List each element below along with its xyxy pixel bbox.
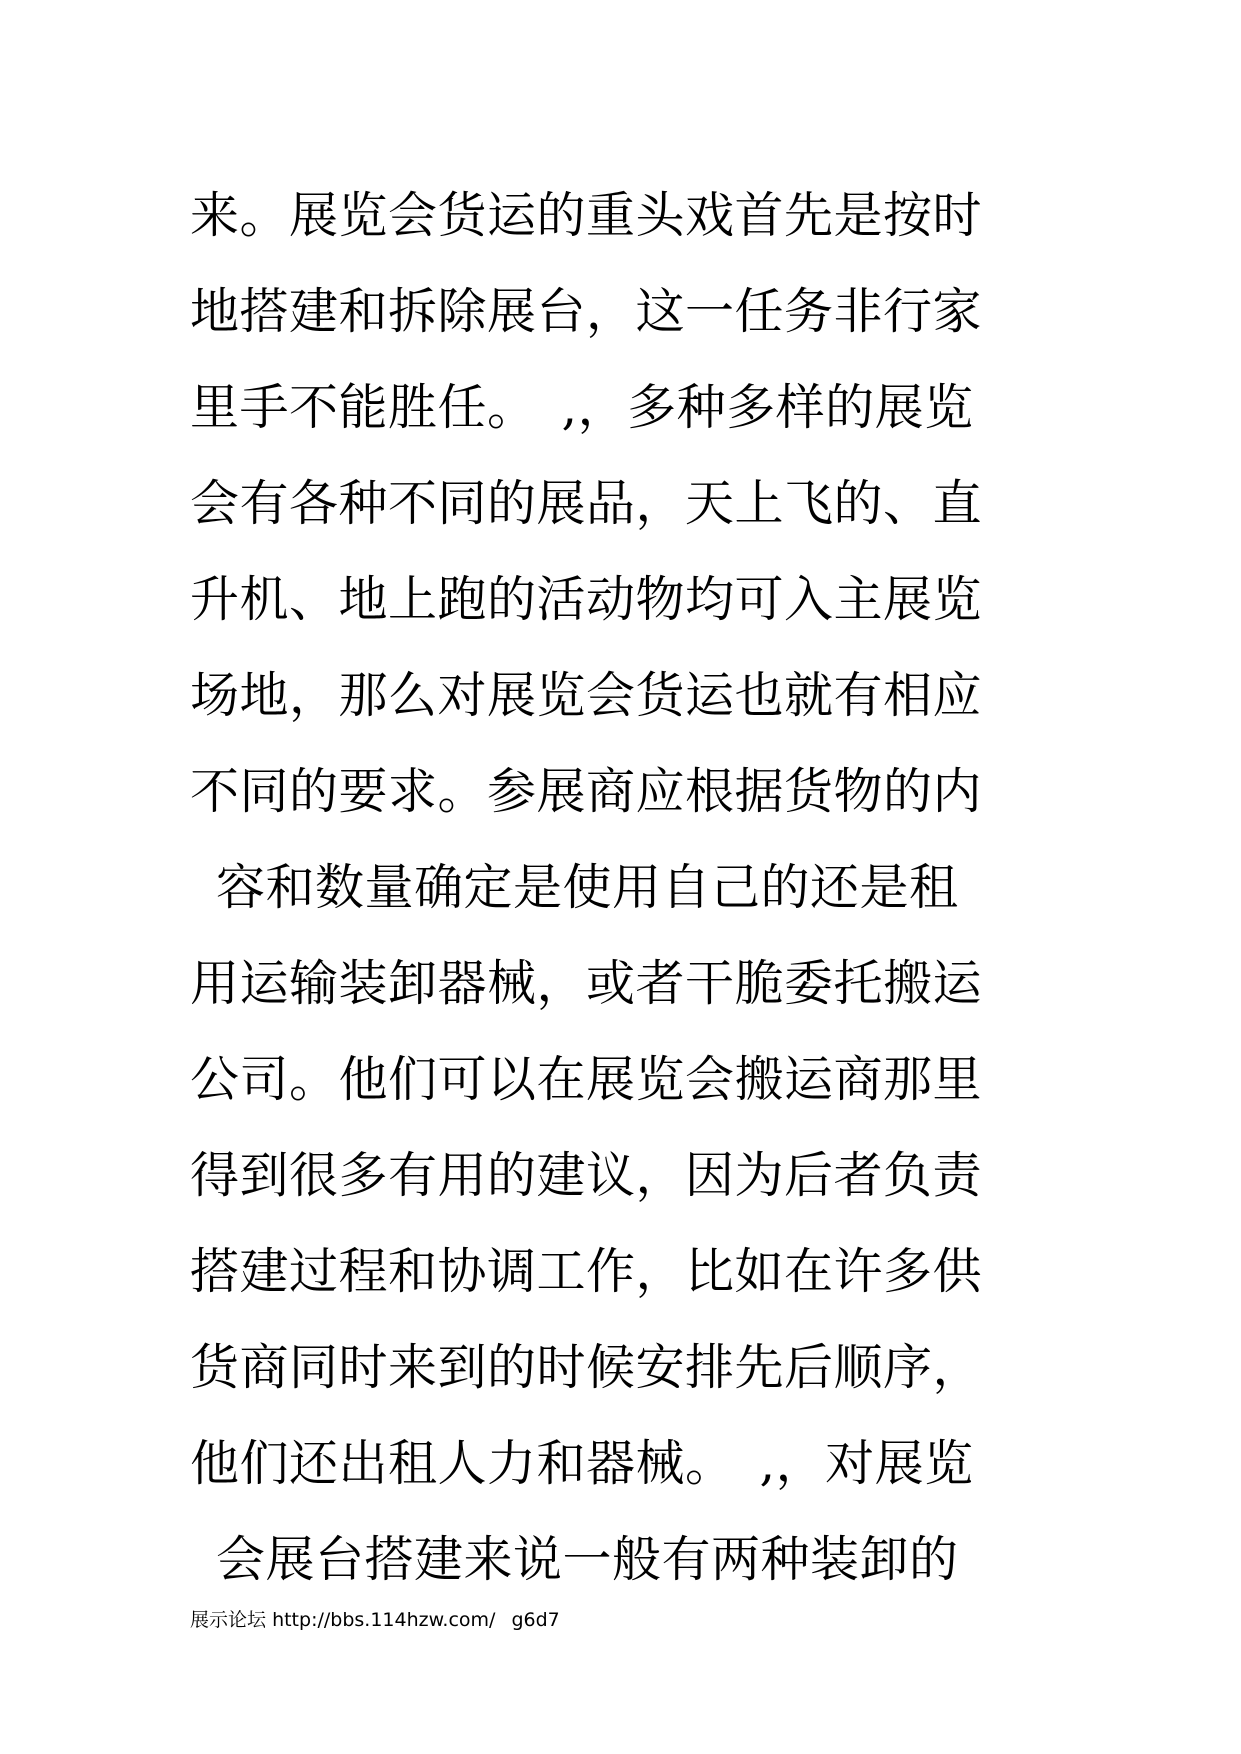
text-line-12: 搭建过程和协调工作，比如在许多供 <box>190 1243 983 1300</box>
footer-url[interactable]: http://bbs.114hzw.com/ <box>272 1609 496 1631</box>
text-line-1: 来。展览会货运的重头戏首先是按时 <box>190 187 983 244</box>
text-line-8: 容和数量确定是使用自己的还是租 <box>216 859 959 916</box>
text-line-3: 里手不能胜任。 ,，多种多样的展览 <box>190 379 974 436</box>
text-line-10: 公司。他们可以在展览会搬运商那里 <box>190 1051 983 1108</box>
footer-site-name: 展示论坛 <box>190 1609 267 1631</box>
text-line-4: 会有各种不同的展品，天上飞的、直 <box>190 475 983 532</box>
text-line-13: 货商同时来到的时候安排先后顺序， <box>190 1339 983 1396</box>
text-line-2: 地搭建和拆除展台，这一任务非行家 <box>190 283 983 340</box>
text-line-7: 不同的要求。参展商应根据货物的内 <box>190 763 983 820</box>
text-line-15: 会展台搭建来说一般有两种装卸的 <box>216 1531 959 1588</box>
text-line-11: 得到很多有用的建议，因为后者负责 <box>190 1147 983 1204</box>
page-footer <box>190 1608 560 1632</box>
text-line-14: 他们还出租人力和器械。 ,，对展览 <box>190 1435 974 1492</box>
body-text <box>190 168 1090 1608</box>
footer-code: g6d7 <box>511 1609 560 1631</box>
text-line-5: 升机、地上跑的活动物均可入主展览 <box>190 571 983 628</box>
text-line-6: 场地，那么对展览会货运也就有相应 <box>190 667 983 724</box>
text-line-9: 用运输装卸器械，或者干脆委托搬运 <box>190 955 983 1012</box>
